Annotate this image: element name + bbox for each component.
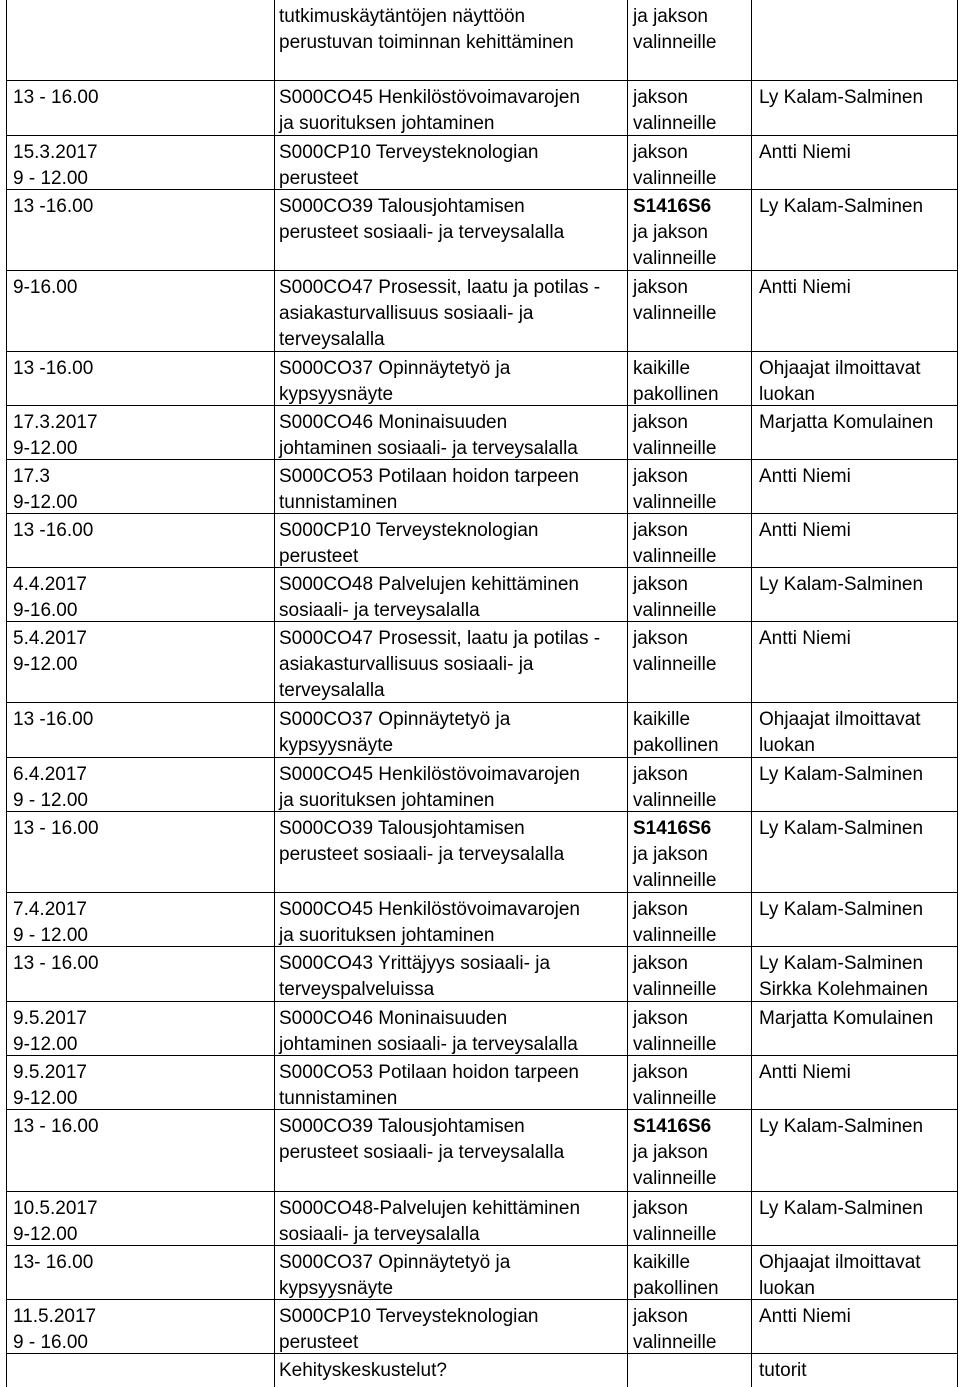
row-course <box>279 707 510 759</box>
row-course <box>279 951 550 1003</box>
row-teacher <box>759 951 928 1003</box>
row-teacher <box>759 1304 851 1330</box>
row-date-line: 13 -16.00 <box>13 196 94 217</box>
row-teacher-line: Marjatta Komulainen <box>759 1008 934 1029</box>
row-type-line: jakson <box>633 1062 688 1083</box>
row-type-line: jakson <box>633 277 688 298</box>
row-type-line: jakson <box>633 764 688 785</box>
row-course <box>279 1304 539 1356</box>
row-type-line: jakson <box>633 574 688 595</box>
row-type-line: valinneille <box>633 1034 717 1055</box>
row-date-line: 9-12.00 <box>13 1088 78 1109</box>
row-date-line: 9.5.2017 <box>13 1062 87 1083</box>
row-course-line: ja suorituksen johtaminen <box>279 113 495 134</box>
row-teacher <box>759 1358 807 1384</box>
row-divider <box>6 80 957 81</box>
row-course-line: sosiaali- ja terveysalalla <box>279 600 480 621</box>
row-type-line: valinneille <box>633 113 717 134</box>
row-teacher-line: luokan <box>759 1278 815 1299</box>
row-type <box>633 1250 719 1302</box>
row-date-line: 9 - 12.00 <box>13 790 88 811</box>
row-teacher-line: tutorit <box>759 1360 807 1381</box>
row-type-line: valinneille <box>633 654 717 675</box>
row-teacher <box>759 85 923 111</box>
course-code-badge: S1416S6 <box>633 818 712 839</box>
header-course-line: perustuvan toiminnan kehittäminen <box>279 32 574 53</box>
row-course-line: S000CO39 Talousjohtamisen <box>279 1116 525 1137</box>
row-teacher-line: Ohjaajat ilmoittavat <box>759 1252 921 1273</box>
row-teacher <box>759 464 851 490</box>
row-date-line: 13 - 16.00 <box>13 818 99 839</box>
row-date <box>13 356 93 382</box>
row-type-line: ja jakson <box>633 844 708 865</box>
row-course-line: asiakasturvallisuus sosiaali- ja <box>279 654 534 675</box>
header-type-line: ja jakson <box>633 6 708 27</box>
row-course-line: S000CO37 Opinnäytetyö ja <box>279 1252 511 1273</box>
row-type-line: jakson <box>633 466 688 487</box>
row-course-line: kypsyysnäyte <box>279 384 394 405</box>
row-teacher-line: Antti Niemi <box>759 1306 851 1327</box>
row-teacher-line: Ohjaajat ilmoittavat <box>759 358 921 379</box>
row-type-line: jakson <box>633 1008 688 1029</box>
row-type <box>633 410 716 462</box>
row-course <box>279 140 539 192</box>
row-type-line: valinneille <box>633 979 717 1000</box>
row-type <box>633 1114 716 1192</box>
row-date-line: 17.3 <box>13 466 50 487</box>
row-course-line: S000CO48 Palvelujen kehittäminen <box>279 574 579 595</box>
row-date-line: 4.4.2017 <box>13 574 87 595</box>
row-course-line: S000CP10 Terveysteknologian <box>279 520 539 541</box>
row-date <box>13 194 93 220</box>
row-teacher <box>759 194 923 220</box>
row-teacher-line: Marjatta Komulainen <box>759 412 934 433</box>
row-course-line: S000CO46 Moninaisuuden <box>279 412 508 433</box>
row-course-line: S000CO45 Henkilöstövoimavarojen <box>279 87 580 108</box>
course-code-badge: S1416S6 <box>633 196 712 217</box>
row-course <box>279 1060 579 1112</box>
row-date-line: 5.4.2017 <box>13 628 87 649</box>
row-type <box>633 707 719 759</box>
row-type <box>633 1060 716 1112</box>
row-type-line: valinneille <box>633 1168 717 1189</box>
row-date <box>13 1060 87 1112</box>
header-type <box>633 4 716 56</box>
row-type-line: kaikille <box>633 709 691 730</box>
header-course-line: tutkimuskäytäntöjen näyttöön <box>279 6 526 27</box>
row-date <box>13 897 88 949</box>
row-type-line: valinneille <box>633 925 717 946</box>
row-type <box>633 897 716 949</box>
row-date-line: 11.5.2017 <box>13 1306 97 1327</box>
row-course <box>279 1006 578 1058</box>
row-course-line: S000CO48-Palvelujen kehittäminen <box>279 1198 581 1219</box>
row-type-line: kaikille <box>633 1252 691 1273</box>
row-course <box>279 897 580 949</box>
row-course-line: ja suorituksen johtaminen <box>279 925 495 946</box>
row-type-line: valinneille <box>633 1332 717 1353</box>
row-course-line: perusteet <box>279 168 359 189</box>
row-date-line: 9-16.00 <box>13 277 78 298</box>
row-type <box>633 762 716 814</box>
row-course <box>279 572 579 624</box>
row-date-line: 9.5.2017 <box>13 1008 87 1029</box>
row-course <box>279 518 539 570</box>
row-date <box>13 410 98 462</box>
row-type-line: valinneille <box>633 1224 717 1245</box>
row-type-line: ja jakson <box>633 222 708 243</box>
row-teacher-line: Ly Kalam-Salminen <box>759 196 924 217</box>
row-course-line: S000CO47 Prosessit, laatu ja potilas - <box>279 277 601 298</box>
row-date <box>13 951 99 977</box>
row-type <box>633 951 716 1003</box>
row-teacher-line: Antti Niemi <box>759 520 851 541</box>
row-teacher-line: Ly Kalam-Salminen <box>759 574 924 595</box>
row-teacher-line: luokan <box>759 735 815 756</box>
row-date-line: 6.4.2017 <box>13 764 87 785</box>
row-course-line: S000CP10 Terveysteknologian <box>279 142 539 163</box>
row-type <box>633 518 716 570</box>
row-type-line: jakson <box>633 1306 688 1327</box>
row-type-line: jakson <box>633 142 688 163</box>
row-course-line: S000CO53 Potilaan hoidon tarpeen <box>279 466 580 487</box>
row-teacher-line: Ly Kalam-Salminen <box>759 764 924 785</box>
row-type <box>633 816 716 894</box>
row-course-line: johtaminen sosiaali- ja terveysalalla <box>279 1034 578 1055</box>
row-course <box>279 1114 564 1166</box>
row-type <box>633 194 716 272</box>
row-date <box>13 626 87 678</box>
row-teacher-line: Sirkka Kolehmainen <box>759 979 928 1000</box>
row-course <box>279 762 580 814</box>
row-teacher-line: luokan <box>759 384 815 405</box>
row-date <box>13 1304 96 1356</box>
row-type <box>633 1006 716 1058</box>
row-teacher <box>759 1006 933 1032</box>
row-date <box>13 1196 98 1248</box>
row-type-line: jakson <box>633 628 688 649</box>
row-type <box>633 1304 716 1356</box>
row-course-line: Kehityskeskustelut? <box>279 1360 447 1381</box>
row-course-line: kypsyysnäyte <box>279 1278 394 1299</box>
row-date-line: 13 - 16.00 <box>13 87 99 108</box>
row-date-line: 13 -16.00 <box>13 709 94 730</box>
row-date-line: 9 - 16.00 <box>13 1332 88 1353</box>
row-date <box>13 1006 87 1058</box>
row-teacher <box>759 762 923 788</box>
row-course-line: S000CO37 Opinnäytetyö ja <box>279 358 511 379</box>
row-date <box>13 85 99 111</box>
row-course-line: perusteet sosiaali- ja terveysalalla <box>279 222 565 243</box>
row-date <box>13 816 99 842</box>
row-date <box>13 140 98 192</box>
row-course-line: S000CP10 Terveysteknologian <box>279 1306 539 1327</box>
header-course <box>279 4 574 56</box>
row-course-line: S000CO37 Opinnäytetyö ja <box>279 709 511 730</box>
row-course <box>279 194 564 246</box>
row-date <box>13 518 93 544</box>
row-course-line: terveysalalla <box>279 680 385 701</box>
course-code-badge: S1416S6 <box>633 1116 712 1137</box>
row-course <box>279 1196 580 1248</box>
row-date-line: 13 -16.00 <box>13 520 94 541</box>
row-teacher-line: Ly Kalam-Salminen <box>759 1116 924 1137</box>
row-date-line: 13 - 16.00 <box>13 1116 99 1137</box>
row-teacher-line: Antti Niemi <box>759 466 851 487</box>
row-type-line: valinneille <box>633 248 717 269</box>
row-date-line: 13- 16.00 <box>13 1252 94 1273</box>
row-date <box>13 275 77 301</box>
row-course-line: sosiaali- ja terveysalalla <box>279 1224 480 1245</box>
row-course-line: perusteet <box>279 546 359 567</box>
row-type-line: valinneille <box>633 600 717 621</box>
row-type-line: valinneille <box>633 790 717 811</box>
row-teacher <box>759 897 923 923</box>
row-teacher-line: Ly Kalam-Salminen <box>759 899 924 920</box>
row-course <box>279 1250 510 1302</box>
row-date-line: 9-12.00 <box>13 438 78 459</box>
row-teacher <box>759 707 921 759</box>
row-type-line: ja jakson <box>633 1142 708 1163</box>
row-date-line: 9-12.00 <box>13 492 78 513</box>
row-type-line: kaikille <box>633 358 691 379</box>
row-course-line: S000CO53 Potilaan hoidon tarpeen <box>279 1062 580 1083</box>
row-teacher-line: Ohjaajat ilmoittavat <box>759 709 921 730</box>
row-course-line: ja suorituksen johtaminen <box>279 790 495 811</box>
row-course <box>279 275 600 353</box>
row-type <box>633 1196 716 1248</box>
row-course-line: S000CO45 Henkilöstövoimavarojen <box>279 899 580 920</box>
row-teacher-line: Antti Niemi <box>759 277 851 298</box>
column-divider-type <box>751 0 752 1387</box>
row-teacher-line: Ly Kalam-Salminen <box>759 953 924 974</box>
row-teacher <box>759 275 851 301</box>
row-teacher-line: Ly Kalam-Salminen <box>759 1198 924 1219</box>
row-course-line: tunnistaminen <box>279 492 398 513</box>
row-date-line: 9 - 12.00 <box>13 925 88 946</box>
row-course <box>279 626 600 704</box>
row-course-line: perusteet sosiaali- ja terveysalalla <box>279 844 565 865</box>
row-type-line: valinneille <box>633 168 717 189</box>
row-type <box>633 140 716 192</box>
row-date-line: 9-12.00 <box>13 1034 78 1055</box>
row-course <box>279 816 564 868</box>
row-teacher <box>759 140 851 166</box>
row-type <box>633 626 716 678</box>
row-date-line: 15.3.2017 <box>13 142 98 163</box>
row-course-line: perusteet sosiaali- ja terveysalalla <box>279 1142 565 1163</box>
row-course <box>279 410 578 462</box>
row-course-line: S000CO39 Talousjohtamisen <box>279 196 525 217</box>
row-teacher <box>759 1114 923 1140</box>
row-course-line: terveysalalla <box>279 329 385 350</box>
row-course-line: S000CO47 Prosessit, laatu ja potilas - <box>279 628 601 649</box>
row-teacher-line: Antti Niemi <box>759 628 851 649</box>
row-date <box>13 572 87 624</box>
row-date <box>13 1250 93 1276</box>
column-divider-course <box>627 0 628 1387</box>
row-date-line: 9-16.00 <box>13 600 78 621</box>
row-date-line: 9-12.00 <box>13 654 78 675</box>
row-type-line: jakson <box>633 899 688 920</box>
row-course <box>279 356 510 408</box>
row-type <box>633 85 716 137</box>
row-date-line: 9 - 12.00 <box>13 168 88 189</box>
row-type-line: valinneille <box>633 870 717 891</box>
row-date-line: 7.4.2017 <box>13 899 87 920</box>
row-type <box>633 572 716 624</box>
row-teacher-line: Ly Kalam-Salminen <box>759 818 924 839</box>
row-teacher <box>759 816 923 842</box>
row-type-line: jakson <box>633 87 688 108</box>
row-teacher-line: Ly Kalam-Salminen <box>759 87 924 108</box>
row-teacher <box>759 518 851 544</box>
row-course <box>279 1358 447 1384</box>
row-type-line: jakson <box>633 953 688 974</box>
row-type <box>633 464 716 516</box>
row-course-line: S000CO45 Henkilöstövoimavarojen <box>279 764 580 785</box>
row-type-line: jakson <box>633 412 688 433</box>
row-type-line: valinneille <box>633 546 717 567</box>
row-date-line: 9-12.00 <box>13 1224 78 1245</box>
row-type-line: valinneille <box>633 438 717 459</box>
row-type <box>633 356 719 408</box>
row-date-line: 10.5.2017 <box>13 1198 98 1219</box>
row-date <box>13 464 77 516</box>
row-teacher <box>759 1196 923 1222</box>
row-teacher-line: Antti Niemi <box>759 142 851 163</box>
row-type-line: valinneille <box>633 492 717 513</box>
row-type-line: pakollinen <box>633 735 719 756</box>
row-type-line: valinneille <box>633 1088 717 1109</box>
row-course-line: S000CO39 Talousjohtamisen <box>279 818 525 839</box>
row-divider <box>6 892 957 893</box>
row-course <box>279 464 579 516</box>
row-course-line: asiakasturvallisuus sosiaali- ja <box>279 303 534 324</box>
row-type-line: pakollinen <box>633 384 719 405</box>
row-teacher <box>759 356 921 408</box>
row-course <box>279 85 580 137</box>
row-date-line: 13 - 16.00 <box>13 953 99 974</box>
header-type-line: valinneille <box>633 32 717 53</box>
row-course-line: S000CO43 Yrittäjyys sosiaali- ja <box>279 953 551 974</box>
row-date <box>13 762 88 814</box>
row-date-line: 17.3.2017 <box>13 412 98 433</box>
row-course-line: johtaminen sosiaali- ja terveysalalla <box>279 438 578 459</box>
row-course-line: tunnistaminen <box>279 1088 398 1109</box>
row-date <box>13 1114 99 1140</box>
row-date-line: 13 -16.00 <box>13 358 94 379</box>
row-teacher <box>759 1250 921 1302</box>
row-course-line: perusteet <box>279 1332 359 1353</box>
row-date <box>13 707 93 733</box>
row-teacher-line: Antti Niemi <box>759 1062 851 1083</box>
row-type <box>633 275 716 327</box>
row-type-line: jakson <box>633 520 688 541</box>
row-teacher <box>759 572 923 598</box>
row-type-line: jakson <box>633 1198 688 1219</box>
row-type-line: pakollinen <box>633 1278 719 1299</box>
row-teacher <box>759 410 933 436</box>
row-teacher <box>759 626 851 652</box>
row-divider <box>6 270 957 271</box>
row-teacher <box>759 1060 851 1086</box>
column-divider-date <box>274 0 275 1387</box>
row-divider <box>6 1191 957 1192</box>
row-course-line: S000CO46 Moninaisuuden <box>279 1008 508 1029</box>
row-course-line: kypsyysnäyte <box>279 735 394 756</box>
row-type-line: valinneille <box>633 303 717 324</box>
row-course-line: terveyspalveluissa <box>279 979 435 1000</box>
